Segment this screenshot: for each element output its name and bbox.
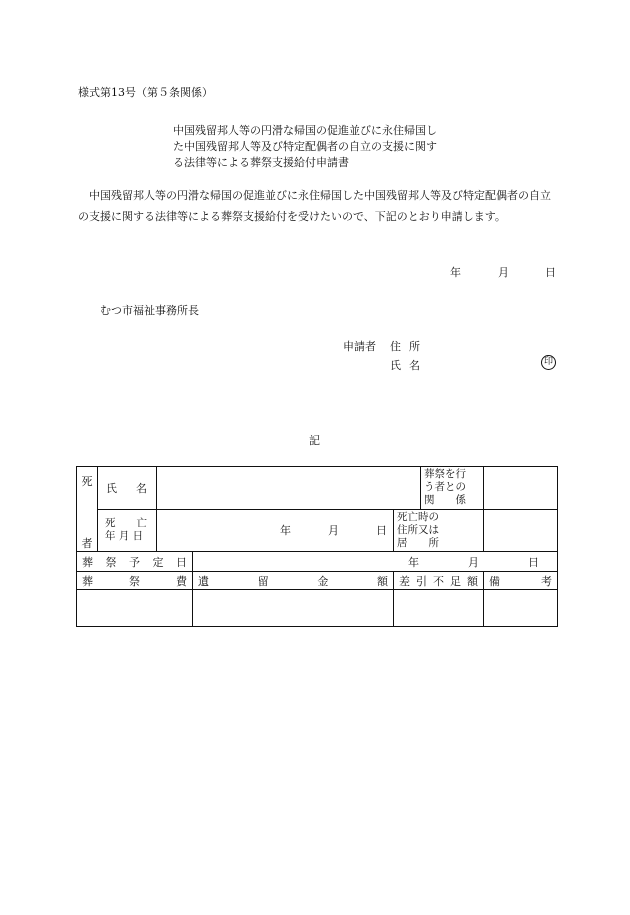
- remaining-funds-field[interactable]: [193, 590, 394, 627]
- header-char: 備: [489, 574, 500, 588]
- header-char: 額: [467, 574, 478, 588]
- table-row: [77, 590, 558, 627]
- deceased-name-field[interactable]: [157, 467, 421, 510]
- funeral-date-month: 月: [468, 555, 479, 569]
- header-char: 額: [376, 574, 388, 588]
- header-char: 費: [176, 574, 187, 588]
- death-date-label: 死 亡: [105, 517, 147, 530]
- funeral-cost-header: [77, 572, 193, 590]
- applicant-label: 申請者: [343, 340, 376, 353]
- funeral-date-label-char: 定: [152, 555, 164, 569]
- residence-label: 住所又は: [397, 523, 439, 536]
- death-date-label-cell: [98, 509, 157, 552]
- table-row: [77, 572, 558, 590]
- header-char: 金: [317, 574, 329, 588]
- deceased-label: 死: [81, 475, 93, 488]
- header-char: 遺: [198, 574, 209, 588]
- remaining-funds-header: [193, 572, 394, 590]
- funeral-date-label-char: 日: [176, 555, 187, 569]
- header-char: 足: [450, 574, 461, 588]
- address-label: 住所: [390, 340, 428, 353]
- remarks-field[interactable]: [484, 590, 558, 627]
- date-month: 月: [498, 266, 509, 279]
- funeral-date-year: 年: [408, 555, 419, 569]
- shortfall-field[interactable]: [394, 590, 484, 627]
- death-date-label: 年 月 日: [105, 530, 144, 543]
- relation-label: う者との: [424, 481, 466, 494]
- name-label: 氏名: [390, 359, 428, 372]
- remarks-header: [484, 572, 558, 590]
- residence-label-cell: [394, 509, 484, 552]
- name-label-cell: [98, 467, 157, 510]
- form-title: [173, 123, 473, 171]
- relation-field[interactable]: [484, 467, 558, 510]
- relation-label: 葬祭を行: [424, 468, 466, 481]
- deceased-label: 者: [81, 537, 93, 550]
- header-char: 不: [433, 574, 444, 588]
- header-char: 考: [541, 574, 552, 588]
- relation-label: 関 係: [424, 494, 466, 507]
- table-row: [77, 467, 558, 510]
- header-char: 葬: [82, 574, 93, 588]
- grant-application-table: [76, 466, 558, 627]
- header-char: 祭: [129, 574, 140, 588]
- title-line: 中国残留邦人等の円滑な帰国の促進並びに永住帰国し: [173, 124, 437, 137]
- name-label-char: 名: [136, 481, 147, 495]
- date-day: 日: [545, 266, 556, 279]
- table-row: [77, 552, 558, 572]
- header-char: 引: [416, 574, 427, 588]
- death-date-year: 年: [280, 524, 291, 538]
- residence-field[interactable]: [484, 509, 558, 552]
- title-line: る法律等による葬祭支援給付申請書: [173, 156, 349, 169]
- relation-label-cell: [421, 467, 484, 510]
- title-line: た中国残留邦人等及び特定配偶者の自立の支援に関す: [173, 140, 437, 153]
- header-char: 留: [257, 574, 269, 588]
- funeral-date-label-cell: [77, 552, 193, 572]
- date-year: 年: [450, 266, 461, 279]
- death-date-day: 日: [376, 524, 387, 538]
- ki-heading: 記: [309, 434, 320, 447]
- funeral-date-day: 日: [528, 555, 539, 569]
- deceased-label-cell: [77, 467, 98, 552]
- death-date-field[interactable]: [157, 509, 394, 552]
- table-row: [77, 509, 558, 552]
- funeral-cost-field[interactable]: [77, 590, 193, 627]
- residence-label: 死亡時の: [397, 510, 439, 523]
- funeral-date-label-char: 葬: [82, 555, 93, 569]
- application-statement: 中国残留邦人等の円滑な帰国の促進並びに永住帰国した中国残留邦人等及び特定配偶者の自立の支援に関する法律等による葬祭支援給付を受けたいので、下記のとおり申請します。: [78, 189, 551, 223]
- funeral-date-field[interactable]: [193, 552, 558, 572]
- addressee: むつ市福祉事務所長: [100, 304, 199, 317]
- death-date-month: 月: [328, 524, 339, 538]
- residence-label: 居 所: [397, 536, 439, 549]
- shortfall-header: [394, 572, 484, 590]
- form-number: 様式第13号（第５条関係）: [78, 86, 213, 99]
- funeral-date-label-char: 予: [129, 555, 140, 569]
- header-char: 差: [399, 574, 410, 588]
- funeral-date-label-char: 祭: [105, 555, 117, 569]
- seal-mark: 印: [541, 355, 556, 370]
- name-label-char: 氏: [106, 481, 117, 495]
